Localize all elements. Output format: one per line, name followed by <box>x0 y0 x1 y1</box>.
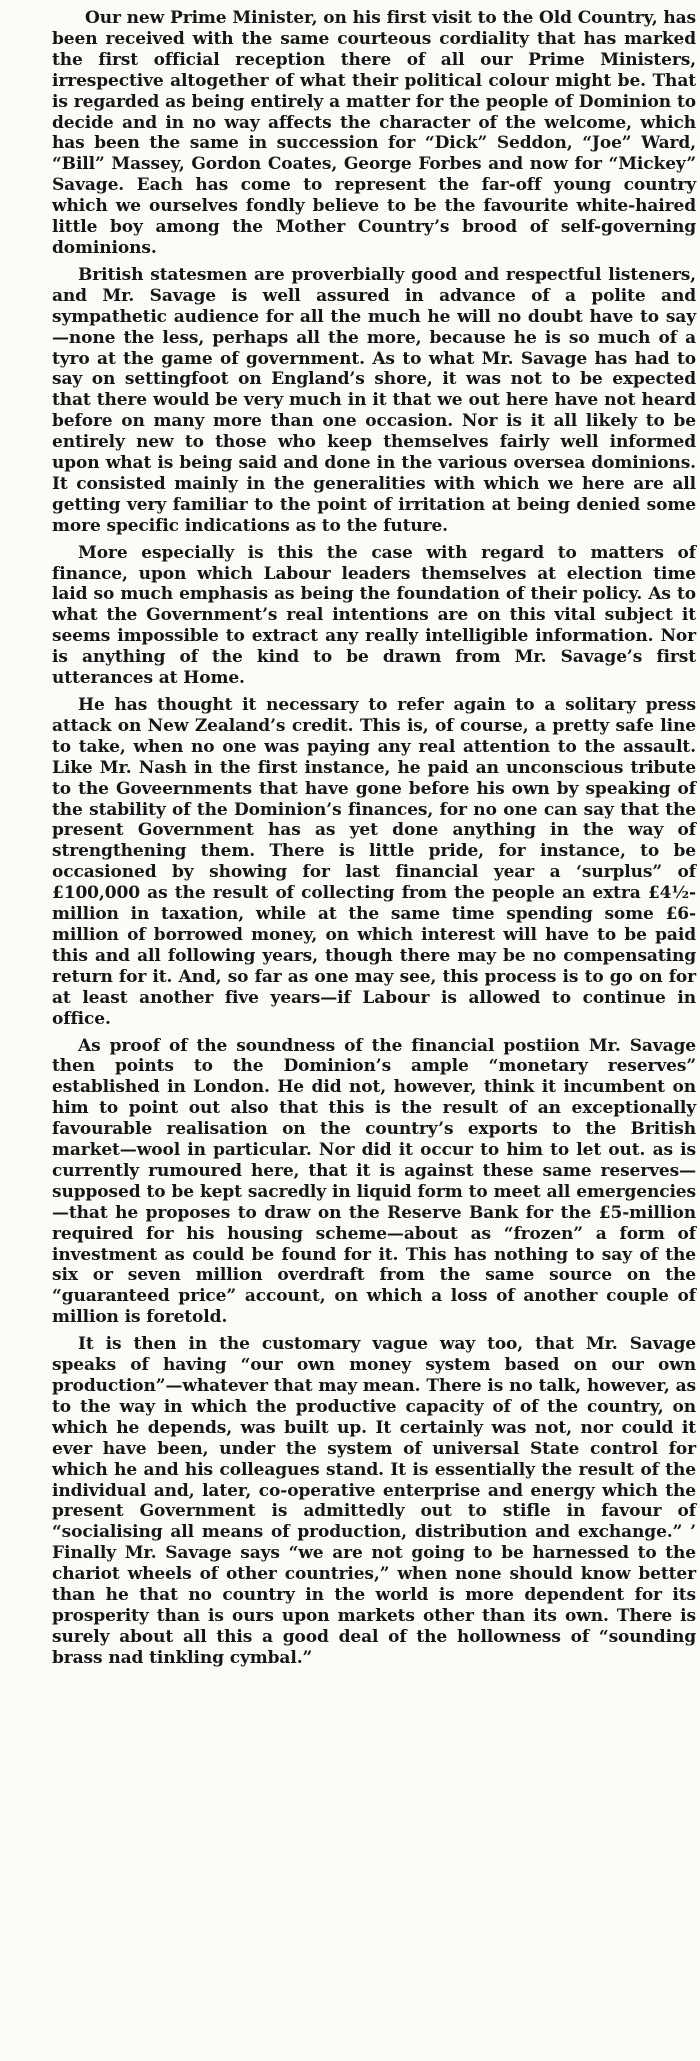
article-paragraph-3: More especially is this the case with regard to matters of finance, upon which Labour leaders themselves at election time laid so much emphasis as being the foundation of their policy. As to what the Government’s real intentions are on this vital subject it seems impossible to extract any really intelligible information. Nor is anything of the kind to be drawn from Mr. Savage’s first utterances at Home. <box>52 542 696 689</box>
article-paragraph-2: British statesmen are proverbially good and respectful listeners, and Mr. Savage is well assured in advance of a polite and sympathetic audience for all the much he will no doubt have to say—none the less, perhaps all the more, because he is so much of a tyro at the game of government. As to what Mr. Savage has had to say on settingfoot on England’s shore, it was not to be expected that there would be very much in it that we out here have not heard before on many more than one occasion. Nor is it all likely to be entirely new to those who keep themselves fairly well informed upon what is being said and done in the various oversea dominions. It consisted mainly in the generalities with which we here are all getting very familiar to the point of irritation at being denied some more specific indications as to the future. <box>52 264 696 536</box>
article-paragraph-4: He has thought it necessary to refer again to a solitary press attack on New Zealand’s credit. This is, of course, a pretty safe line to take, when no one was paying any real attention to the assault. Like Mr. Nash in the first instance, he paid an unconscious tribute to the Goveernments that have gone before his own by speaking of the stability of the Dominion’s finances, for no one can say that the present Government has as yet done anything in the way of strengthening them. There is little pride, for instance, to be occasioned by showing for last financial year a ‘surplus” of £100,000 as the result of collecting from the people an extra £4½-million in taxation, while at the same time spending some £6-million of borrowed money, on which interest will have to be paid this and all following years, though there may be no compensating return for it. And, so far as one may see, this process is to go on for at least another five years—if Labour is allowed to continue in office. <box>52 695 696 1029</box>
article-paragraph-1: Our new Prime Minister, on his first visit to the Old Country, has been received with the same courteous cordiality that has marked the first official reception there of all our Prime Ministers, irrespective altogether of what their political colour might be. That is regarded as being entirely a matter for the people of Dominion to decide and in no way affects the character of the welcome, which has been the same in succession for “Dick” Seddon, “Joe” Ward, “Bill” Massey, Gordon Coates, George Forbes and now for “Mickey” Savage. Each has come to represent the far-off young country which we ourselves fondly believe to be the favourite white-haired little boy among the Mother Country’s brood of self-governing dominions. <box>52 8 696 258</box>
article-paragraph-5: As proof of the soundness of the financial postiion Mr. Savage then points to the Dominion’s ample “monetary reserves” established in London. He did not, however, think it incumbent on him to point out also that this is the result of an exceptionally favourable realisation on the country’s exports to the British market—wool in particular. Nor did it occur to him to let out. as is currently rumoured here, that it is against these same reserves—supposed to be kept sacredly in liquid form to meet all emergencies—that he proposes to draw on the Reserve Bank for the £5-million required for his housing scheme—about as “frozen” a form of investment as could be found for it. This has nothing to say of the six or seven million overdraft from the same source on the “guaranteed price” account, on which a loss of another couple of million is foretold. <box>52 1035 696 1328</box>
editorial-article <box>52 8 700 1669</box>
article-paragraph-6: It is then in the customary vague way too, that Mr. Savage speaks of having “our own money system based on our own production”—whatever that may mean. There is no talk, however, as to the way in which the productive capacity of of the country, on which he depends, was built up. It certainly was not, nor could it ever have been, under the system of universal State control for which he and his colleagues stand. It is essentially the result of the individual and, later, co-operative enterprise and energy which the present Government is admittedly out to stifle in favour of “socialising all means of production, distribution and exchange.” ’ Finally Mr. Savage says “we are not going to be harnessed to the chariot wheels of other countries,” when none should know better than he that no country in the world is more dependent for its prosperity than is ours upon markets other than its own. There is surely about all this a good deal of the hollowness of “sounding brass nad tinkling cymbal.” <box>52 1334 696 1668</box>
